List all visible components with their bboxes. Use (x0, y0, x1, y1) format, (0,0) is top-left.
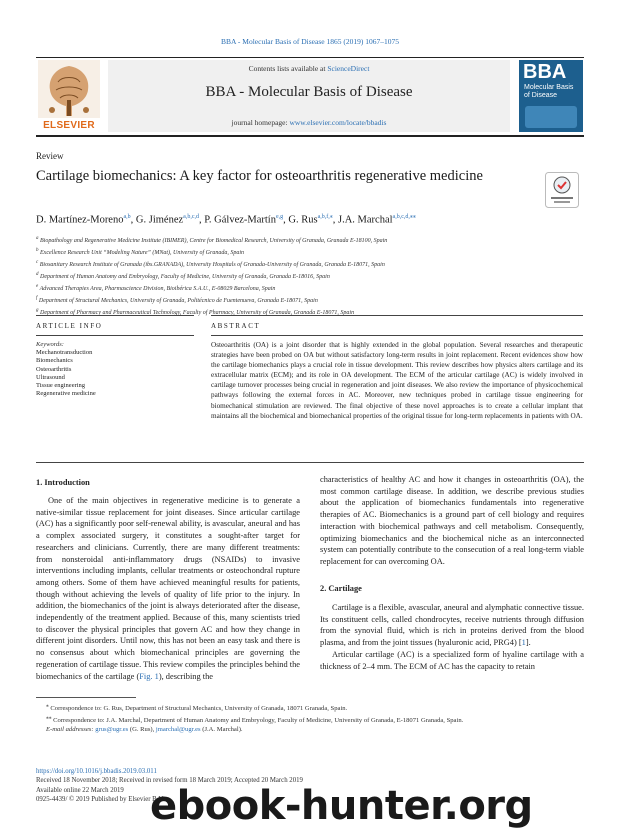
author-affil-sup[interactable]: a,b (123, 214, 131, 220)
watermark-text: ebook-hunter.org (150, 783, 533, 829)
figure-link[interactable]: Fig. 1 (139, 671, 159, 681)
keyword-item: Tissue engineering (36, 382, 86, 390)
journal-cover (519, 60, 583, 132)
affil-text: Excellence Research Unit “Modeling Nature” (MNat), University of Granada, Spain (40, 250, 245, 256)
keyword-list (36, 349, 96, 399)
affil-text: Advanced Therapies Area, Pharmascience Division, Bioibérica S.A.U., E-08029 Barcelona, Spain (39, 286, 276, 292)
sciencedirect-link[interactable]: ScienceDirect (327, 64, 370, 73)
footnote-rule (36, 697, 136, 698)
affil-sup: b (36, 248, 39, 253)
footnote (36, 702, 584, 714)
section-heading-introduction: 1. Introduction (36, 478, 90, 487)
copyright-line: 0925-4439/ © 2019 Published by Elsevier B.V. (36, 796, 165, 804)
homepage-prefix: journal homepage: (231, 118, 290, 127)
keyword-item: Biomechanics (36, 357, 73, 365)
reference-link[interactable]: 1 (521, 638, 526, 648)
footnote-mark: ⁎⁎ (46, 714, 52, 721)
keywords-label: Keywords: (36, 341, 64, 348)
affil-text: Biopathology and Regenerative Medicine Institute (IBIMER), Centre for Biomedical Research, University of Granada, Granada E-18100, Spain (40, 238, 388, 244)
keyword-item: Ultrasound (36, 373, 65, 381)
footnote-mark: ⁎ (46, 703, 49, 709)
homepage-line (108, 118, 510, 127)
footnote-text: Correspondence to: J.A. Marchal, Department of Human Anatomy and Embryology, Faculty of Medicine, University of Granada, E-18071 Granada, Spain. (53, 716, 464, 724)
header-rule-top (36, 57, 584, 58)
affiliation-item (36, 294, 596, 306)
abstract-text: Osteoarthritis (OA) is a joint disorder that is highly extended in the global population. Several researches and therapeutic strategies have been probed on OA but without satisfactory long-term results in joint replacement. Recent evidences show how the cartilage biomechanics plays a crucial role in tissue development. This review describes how physics alters cartilage and its extracellular matrix (ECM); and its role in OA development. The ECM of the articular cartilage (AC) is widely involved in cartilage turnover processes being crucial in regeneration and joint diseases. We also review the importance of physicochemical pathways following the external forces in AC. Moreover, new techniques probed in cartilage tissue engineering for biomechanical stimulation are reviewed. The final objective of these novel approaches is to create a cellular implant that maintains all the biochemical and biomechanical properties of the original tissue for long-term replacements in patients with OA. (211, 341, 583, 420)
available-online: Available online 22 March 2019 (36, 786, 124, 794)
affil-text: Department of Structural Mechanics, University of Granada, Politécnico de Fuentenueva, Granada E-18071, Spain (38, 298, 318, 304)
author-name[interactable]: G. Rus (288, 214, 318, 226)
article-info-rule-2 (36, 335, 194, 336)
check-for-updates-icon[interactable] (545, 172, 579, 208)
paragraph (320, 602, 584, 649)
author-name[interactable]: D. Martínez-Moreno (36, 214, 124, 226)
email-line (36, 725, 584, 734)
author-list: D. Martínez-Moreno$^{a,b}$, G. Jiménez$^{a,b,c,d}$, P. Gálvez-Martín$^{e,g}$, G. Rus$^{a,b,f,⁎}$, J.A. Marchal$^{a,b,c,d,⁎⁎}$ (36, 214, 416, 226)
affil-sup: c (36, 260, 39, 265)
affiliation-item (36, 234, 596, 246)
cover-image (525, 106, 577, 128)
abstract-rule (211, 315, 583, 316)
elsevier-wordmark: ELSEVIER (43, 120, 95, 131)
paragraph-text: One of the main objectives in regenerative medicine is to generate a native-similar tissue replacement for joint diseases. Since articular cartilage (AC) has a significantly poor self-renewal ability, is avascular, aneural and has a complex associated surgery, it constitutes a sought-after target for researchers and clinicians. Currently, there are many different treatments: from nonsteroidal anti-inflammatory drugs (NSAIDs) to invasive interventions including implants, cellular treatments or osteochondral rupture among others. Some of them have achieved meaningful results for patients, though without achieving the levels of quality of life prior to the injury. In addition, the biomechanics of the joint is always deteriorated after the disease, independently of the treatment applied. Because of this, many scientists tried to discover the physical principles that govern AC and how they change in different joint disorders. Until now, this has not been an easy task and there is no consensus about which biomechanical principles are governing the regeneration of cartilage tissue. This review compiles the principles behind the biomechanics of the cartilage ( (36, 496, 300, 681)
affil-sup: f (36, 296, 38, 301)
affiliation-item (36, 258, 596, 270)
email-label: E-mail addresses: (46, 726, 94, 734)
affiliation-item (36, 270, 596, 282)
affil-text: Department of Human Anatomy and Embryology, Faculty of Medicine, University of Granada, Granada E-18016, Spain (40, 274, 330, 280)
author-name[interactable]: P. Gálvez-Martín (204, 214, 276, 226)
article-info-heading: ARTICLE INFO (36, 322, 103, 330)
abstract-heading: ABSTRACT (211, 322, 261, 330)
paragraph-text: ]. (525, 638, 531, 648)
paragraph (36, 495, 300, 682)
author-affil-sup[interactable]: a,b,c,d (183, 214, 199, 220)
journal-citation-link[interactable]: BBA - Molecular Basis of Disease 1865 (2019) 1067–1075 (221, 37, 399, 46)
section-heading-cartilage: 2. Cartilage (320, 584, 362, 593)
author-affil-sup[interactable]: a,b,c,d,⁎⁎ (392, 214, 416, 220)
affiliation-item (36, 282, 596, 294)
abstract-bottom-rule (36, 462, 584, 463)
paragraph-text: ), describing the (158, 671, 214, 681)
affil-sup: g (36, 308, 39, 313)
doi-link[interactable]: https://doi.org/10.1016/j.bbadis.2019.03.011 (36, 768, 157, 775)
author-name[interactable]: J.A. Marchal (338, 214, 393, 226)
footnote-text: Correspondence to: G. Rus, Department of Structural Mechanics, University of Granada, 18071 Granada, Spain. (50, 705, 348, 713)
affil-text: Biosanitary Research Institute of Granada (ibs.GRANADA), University Hospitals of Granada-University of Granada, Granada E-18071, Spain (39, 262, 385, 268)
keyword-item: Mechanotransduction (36, 349, 93, 356)
article-type-label: Review (36, 151, 64, 161)
article-title: Cartilage biomechanics: A key factor for osteoarthritis regenerative medicine (36, 168, 483, 184)
received-dates: Received 18 November 2018; Received in revised form 18 March 2019; Accepted 20 March 2019 (36, 777, 303, 785)
body-column-right-top (320, 474, 584, 568)
email-owner: (G. Rus), (128, 726, 156, 734)
cover-abbrev: BBA (523, 61, 567, 83)
homepage-link[interactable]: www.elsevier.com/locate/bbadis (289, 118, 387, 127)
affil-text: Department of Pharmacy and Pharmaceutical Technology, Faculty of Pharmacy, University of Granada, Granada E-18071, Spain (40, 310, 355, 316)
footnote (36, 714, 584, 726)
author-affil-sup[interactable]: e,g (275, 214, 284, 220)
affiliation-item (36, 306, 596, 318)
paragraph: characteristics of healthy AC and how it changes in osteoarthritis (OA), the most common cartilage disease. In addition, we describe previous studies about the application of biomechanics fundamentals into regenerative therapies of AC. Biomechanics is a ground part of cell biology and requires interaction with biochemical pathways and cell metabolism. Consequently, optimizing biomechanics and the biochemical niche as an interconnected system can potentially contribute to the consecution of a real long-term viable replacement for can overcoming OA. (320, 475, 584, 566)
email-link[interactable]: grus@ugr.es (95, 726, 129, 734)
affiliation-list (36, 234, 596, 318)
email-link[interactable]: jmarchal@ugr.es (155, 726, 201, 734)
affil-sup: d (36, 272, 39, 277)
header-rule-bottom (36, 135, 584, 137)
article-info-rule (36, 315, 194, 316)
footnotes (36, 702, 584, 735)
email-owner: (J.A. Marchal). (200, 726, 243, 734)
affil-sup: a (36, 236, 39, 241)
body-column-left (36, 495, 300, 682)
author-name[interactable]: G. Jiménez (135, 214, 184, 226)
contents-line (108, 64, 510, 73)
cover-subtitle: Molecular Basis of Disease (524, 84, 574, 99)
body-column-right-bottom (320, 602, 584, 672)
affiliation-item (36, 246, 596, 258)
affil-sup: e (36, 284, 39, 289)
keyword-item: Regenerative medicine (36, 390, 96, 398)
contents-prefix: Contents lists available at (248, 64, 328, 73)
author-affil-sup[interactable]: a,b,f,⁎ (317, 214, 333, 220)
journal-title: BBA - Molecular Basis of Disease (205, 84, 413, 100)
keyword-item: Osteoarthritis (36, 365, 72, 373)
paragraph: Articular cartilage (AC) is a specialized form of hyaline cartilage with a thickness of 2–4 mm. The ECM of AC has the capacity to retain (320, 649, 584, 671)
abstract-rule-2 (211, 335, 583, 336)
paragraph-text: Cartilage is a flexible, avascular, aneural and alymphatic connective tissue. Its constituent cells, called chondrocytes, receive nutrients through diffusion from the synovial fluid, which is rich in proteins derived from the blood plasma, and from the joint tissues (hyaluronic acid, PRG4) [ (320, 603, 584, 648)
